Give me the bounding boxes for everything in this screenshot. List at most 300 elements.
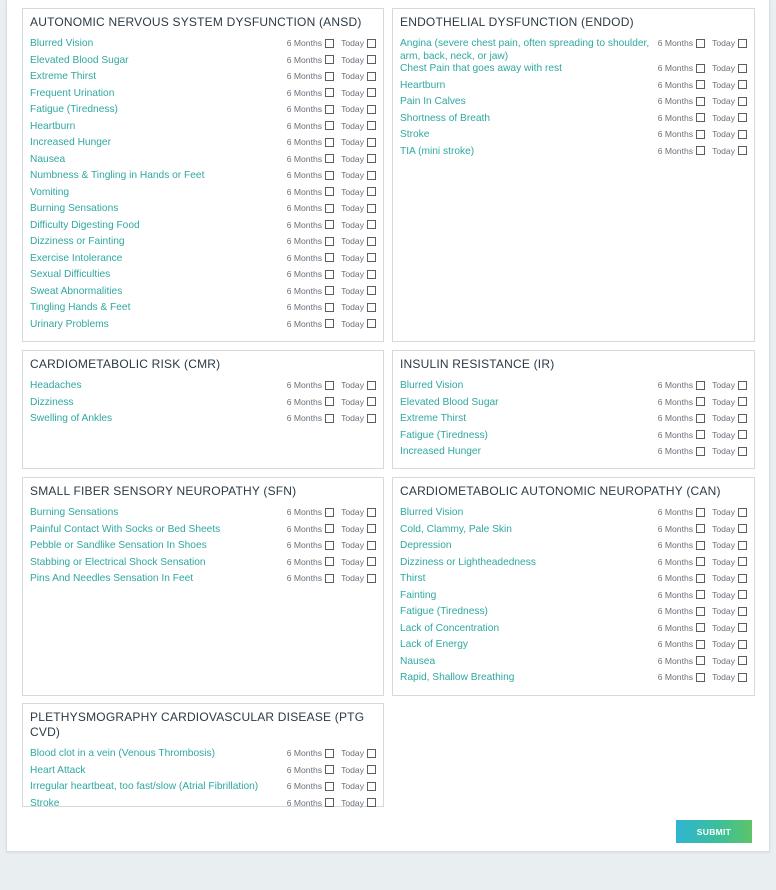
today-checkbox[interactable]: [738, 381, 747, 390]
today-option[interactable]: [341, 397, 376, 407]
section-title: CARDIOMETABOLIC AUTONOMIC NEUROPATHY (CAN): [400, 484, 721, 498]
six-months-checkbox[interactable]: [696, 414, 705, 423]
six-months-option[interactable]: [287, 253, 334, 263]
symptom-row: [30, 38, 376, 55]
six-months-checkbox[interactable]: [325, 253, 334, 262]
symptom-list: [30, 507, 376, 590]
six-months-option[interactable]: [287, 203, 334, 213]
today-option[interactable]: [712, 639, 747, 649]
today-option[interactable]: [712, 38, 747, 48]
today-checkbox[interactable]: [738, 607, 747, 616]
symptom-label: Dizziness or Lightheadedness: [400, 556, 536, 568]
today-option[interactable]: [712, 96, 747, 106]
today-option[interactable]: [712, 672, 747, 682]
six-months-option[interactable]: [658, 573, 705, 583]
six-months-option[interactable]: [658, 540, 705, 550]
six-months-option[interactable]: [287, 397, 334, 407]
six-months-option[interactable]: [658, 672, 705, 682]
six-months-checkbox[interactable]: [325, 72, 334, 81]
today-checkbox[interactable]: [367, 253, 376, 262]
today-option[interactable]: [712, 113, 747, 123]
today-checkbox[interactable]: [738, 590, 747, 599]
section-title: INSULIN RESISTANCE (IR): [400, 357, 555, 371]
today-option[interactable]: [341, 573, 376, 583]
today-label: Today: [341, 285, 364, 296]
six-months-checkbox[interactable]: [325, 798, 334, 807]
six-months-option[interactable]: [287, 524, 334, 534]
six-months-label: 6 Months: [286, 120, 323, 131]
six-months-checkbox[interactable]: [696, 430, 705, 439]
today-checkbox[interactable]: [367, 765, 376, 774]
six-months-checkbox[interactable]: [325, 154, 334, 163]
six-months-label: 6 Months: [286, 54, 323, 65]
six-months-option[interactable]: [658, 146, 705, 156]
today-checkbox[interactable]: [367, 105, 376, 114]
today-checkbox[interactable]: [367, 187, 376, 196]
today-option[interactable]: [341, 121, 376, 131]
six-months-checkbox[interactable]: [325, 557, 334, 566]
today-label: Today: [341, 302, 364, 312]
symptom-label: Burning Sensations: [30, 203, 119, 214]
today-option[interactable]: [341, 203, 376, 213]
six-months-checkbox[interactable]: [696, 397, 705, 406]
today-label: Today: [341, 54, 364, 65]
six-months-checkbox[interactable]: [325, 220, 334, 229]
six-months-option[interactable]: [287, 269, 334, 279]
six-months-checkbox[interactable]: [325, 782, 334, 791]
six-months-option[interactable]: [658, 380, 705, 390]
today-label: Today: [712, 446, 735, 456]
today-option[interactable]: [712, 129, 747, 139]
today-option[interactable]: [341, 269, 376, 279]
six-months-option[interactable]: [658, 413, 705, 423]
six-months-checkbox[interactable]: [325, 541, 334, 550]
today-checkbox[interactable]: [367, 524, 376, 533]
today-checkbox[interactable]: [367, 303, 376, 312]
six-months-checkbox[interactable]: [325, 508, 334, 517]
six-months-option[interactable]: [658, 80, 705, 90]
symptom-label: Thirst: [400, 573, 426, 584]
today-option[interactable]: [712, 397, 747, 407]
six-months-checkbox[interactable]: [696, 541, 705, 550]
six-months-checkbox[interactable]: [325, 524, 334, 533]
today-checkbox[interactable]: [738, 673, 747, 682]
six-months-label: 6 Months: [286, 104, 323, 114]
six-months-checkbox[interactable]: [696, 508, 705, 517]
today-checkbox[interactable]: [738, 397, 747, 406]
today-checkbox[interactable]: [367, 397, 376, 406]
six-months-checkbox[interactable]: [325, 88, 334, 97]
six-months-label: 6 Months: [286, 71, 323, 81]
today-checkbox[interactable]: [738, 640, 747, 649]
today-option[interactable]: [712, 507, 747, 517]
today-label: Today: [712, 573, 735, 583]
six-months-checkbox[interactable]: [696, 673, 705, 682]
today-checkbox[interactable]: [738, 656, 747, 665]
six-months-checkbox[interactable]: [325, 171, 334, 180]
symptom-label: Dizziness or Fainting: [30, 236, 125, 247]
symptom-row: [30, 154, 376, 171]
today-label: Today: [341, 781, 364, 791]
today-checkbox[interactable]: [738, 574, 747, 583]
today-checkbox[interactable]: [367, 798, 376, 807]
today-option[interactable]: [341, 137, 376, 147]
symptom-row: [30, 748, 376, 765]
six-months-checkbox[interactable]: [325, 397, 334, 406]
six-months-option[interactable]: [287, 88, 334, 98]
six-months-label: 6 Months: [657, 38, 694, 48]
today-checkbox[interactable]: [367, 381, 376, 390]
six-months-option[interactable]: [658, 623, 705, 633]
symptom-row: [30, 55, 376, 72]
symptom-form-page: [6, 0, 770, 852]
timeframe-options: [658, 557, 747, 567]
six-months-option[interactable]: [287, 748, 334, 758]
six-months-checkbox[interactable]: [325, 39, 334, 48]
six-months-checkbox[interactable]: [696, 623, 705, 632]
six-months-label: 6 Months: [286, 748, 323, 758]
six-months-option[interactable]: [287, 380, 334, 390]
today-checkbox[interactable]: [738, 130, 747, 139]
symptom-row: [30, 71, 376, 88]
today-label: Today: [341, 523, 364, 534]
today-checkbox[interactable]: [738, 39, 747, 48]
today-label: Today: [712, 63, 735, 73]
six-months-checkbox[interactable]: [696, 590, 705, 599]
six-months-option[interactable]: [658, 38, 705, 48]
symptom-label: Stroke: [30, 797, 60, 809]
today-option[interactable]: [341, 748, 376, 758]
today-checkbox[interactable]: [738, 623, 747, 632]
today-option[interactable]: [712, 557, 747, 567]
symptom-label: Elevated Blood Sugar: [30, 54, 129, 66]
timeframe-options: [287, 540, 376, 550]
today-option[interactable]: [341, 413, 376, 423]
today-checkbox[interactable]: [367, 72, 376, 81]
six-months-option[interactable]: [658, 397, 705, 407]
six-months-checkbox[interactable]: [325, 270, 334, 279]
today-option[interactable]: [712, 524, 747, 534]
symptom-row: [400, 590, 747, 607]
today-checkbox[interactable]: [738, 541, 747, 550]
today-option[interactable]: [712, 380, 747, 390]
six-months-option[interactable]: [287, 154, 334, 164]
symptom-label: Tingling Hands & Feet: [30, 302, 131, 313]
six-months-label: 6 Months: [657, 540, 694, 550]
today-checkbox[interactable]: [738, 508, 747, 517]
today-option[interactable]: [712, 80, 747, 90]
six-months-checkbox[interactable]: [696, 64, 705, 73]
six-months-option[interactable]: [287, 781, 334, 791]
today-option[interactable]: [712, 656, 747, 666]
six-months-option[interactable]: [658, 590, 705, 600]
six-months-option[interactable]: [658, 63, 705, 73]
six-months-checkbox[interactable]: [696, 97, 705, 106]
symptom-label: Depression: [400, 540, 452, 551]
today-option[interactable]: [712, 146, 747, 156]
six-months-option[interactable]: [287, 765, 334, 775]
six-months-checkbox[interactable]: [696, 80, 705, 89]
six-months-checkbox[interactable]: [325, 237, 334, 246]
six-months-checkbox[interactable]: [696, 130, 705, 139]
timeframe-options: [658, 113, 747, 123]
today-option[interactable]: [712, 573, 747, 583]
today-option[interactable]: [341, 286, 376, 296]
today-checkbox[interactable]: [367, 541, 376, 550]
six-months-option[interactable]: [287, 137, 334, 147]
six-months-checkbox[interactable]: [325, 381, 334, 390]
today-option[interactable]: [341, 557, 376, 567]
six-months-option[interactable]: [658, 557, 705, 567]
six-months-checkbox[interactable]: [696, 381, 705, 390]
today-option[interactable]: [341, 380, 376, 390]
today-checkbox[interactable]: [367, 237, 376, 246]
symptom-row: [400, 430, 747, 447]
symptom-row: [30, 88, 376, 105]
today-label: Today: [341, 38, 364, 48]
timeframe-options: [287, 380, 376, 390]
today-option[interactable]: [341, 88, 376, 98]
today-label: Today: [712, 96, 735, 106]
today-checkbox[interactable]: [738, 64, 747, 73]
six-months-option[interactable]: [287, 798, 334, 808]
six-months-checkbox[interactable]: [696, 113, 705, 122]
six-months-checkbox[interactable]: [696, 640, 705, 649]
six-months-checkbox[interactable]: [696, 557, 705, 566]
today-checkbox[interactable]: [367, 171, 376, 180]
timeframe-options: [287, 269, 376, 279]
six-months-label: 6 Months: [657, 413, 694, 423]
today-checkbox[interactable]: [367, 220, 376, 229]
today-checkbox[interactable]: [367, 414, 376, 423]
symptom-row: [400, 96, 747, 113]
today-option[interactable]: [341, 540, 376, 550]
today-checkbox[interactable]: [367, 270, 376, 279]
symptom-row: [30, 380, 376, 397]
symptom-row: [400, 446, 747, 463]
six-months-checkbox[interactable]: [325, 414, 334, 423]
today-checkbox[interactable]: [367, 55, 376, 64]
section-cmr: [22, 350, 384, 469]
six-months-label: 6 Months: [657, 507, 694, 517]
symptom-label: Nausea: [30, 153, 66, 165]
today-label: Today: [341, 170, 364, 180]
six-months-option[interactable]: [658, 129, 705, 139]
timeframe-options: [287, 397, 376, 407]
today-label: Today: [712, 38, 735, 48]
six-months-checkbox[interactable]: [325, 749, 334, 758]
six-months-option[interactable]: [287, 319, 334, 329]
six-months-checkbox[interactable]: [325, 187, 334, 196]
timeframe-options: [658, 129, 747, 139]
timeframe-options: [287, 781, 376, 791]
today-option[interactable]: [341, 319, 376, 329]
today-checkbox[interactable]: [367, 88, 376, 97]
six-months-option[interactable]: [287, 104, 334, 114]
today-option[interactable]: [341, 38, 376, 48]
symptom-row: [400, 38, 747, 63]
six-months-option[interactable]: [658, 639, 705, 649]
six-months-option[interactable]: [287, 187, 334, 197]
six-months-option[interactable]: [658, 524, 705, 534]
six-months-checkbox[interactable]: [325, 204, 334, 213]
six-months-option[interactable]: [287, 507, 334, 517]
today-option[interactable]: [712, 540, 747, 550]
six-months-option[interactable]: [658, 606, 705, 616]
today-checkbox[interactable]: [367, 508, 376, 517]
today-checkbox[interactable]: [738, 414, 747, 423]
six-months-option[interactable]: [287, 302, 334, 312]
six-months-label: 6 Months: [657, 606, 694, 616]
six-months-option[interactable]: [287, 71, 334, 81]
six-months-option[interactable]: [287, 121, 334, 131]
six-months-checkbox[interactable]: [325, 303, 334, 312]
six-months-checkbox[interactable]: [696, 146, 705, 155]
today-checkbox[interactable]: [738, 113, 747, 122]
today-option[interactable]: [341, 781, 376, 791]
six-months-option[interactable]: [287, 413, 334, 423]
six-months-checkbox[interactable]: [696, 524, 705, 533]
today-label: Today: [341, 318, 364, 329]
timeframe-options: [287, 55, 376, 65]
six-months-checkbox[interactable]: [325, 138, 334, 147]
today-checkbox[interactable]: [367, 154, 376, 163]
six-months-label: 6 Months: [657, 523, 694, 534]
timeframe-options: [658, 656, 747, 666]
today-option[interactable]: [341, 798, 376, 808]
symptom-label: Nausea: [400, 655, 436, 667]
today-checkbox[interactable]: [367, 782, 376, 791]
today-option[interactable]: [712, 63, 747, 73]
six-months-label: 6 Months: [286, 764, 323, 775]
today-checkbox[interactable]: [367, 286, 376, 295]
today-checkbox[interactable]: [738, 524, 747, 533]
today-checkbox[interactable]: [367, 39, 376, 48]
six-months-label: 6 Months: [286, 137, 323, 147]
six-months-label: 6 Months: [286, 236, 323, 246]
today-label: Today: [341, 71, 364, 81]
today-option[interactable]: [341, 765, 376, 775]
six-months-checkbox[interactable]: [325, 574, 334, 583]
symptom-label: Fatigue (Tiredness): [400, 606, 488, 617]
six-months-option[interactable]: [658, 656, 705, 666]
today-checkbox[interactable]: [738, 447, 747, 456]
today-checkbox[interactable]: [367, 574, 376, 583]
today-option[interactable]: [341, 104, 376, 114]
six-months-label: 6 Months: [286, 87, 323, 98]
six-months-option[interactable]: [658, 507, 705, 517]
today-option[interactable]: [341, 253, 376, 263]
six-months-option[interactable]: [658, 430, 705, 440]
six-months-checkbox[interactable]: [325, 319, 334, 328]
today-checkbox[interactable]: [367, 204, 376, 213]
six-months-option[interactable]: [287, 557, 334, 567]
symptom-label: Lack of Concentration: [400, 622, 500, 634]
submit-button[interactable]: SUBMIT: [676, 820, 752, 843]
today-option[interactable]: [341, 170, 376, 180]
six-months-checkbox[interactable]: [325, 765, 334, 774]
today-label: Today: [712, 112, 735, 123]
six-months-option[interactable]: [658, 446, 705, 456]
six-months-checkbox[interactable]: [696, 447, 705, 456]
today-option[interactable]: [341, 154, 376, 164]
six-months-option[interactable]: [287, 38, 334, 48]
six-months-checkbox[interactable]: [325, 55, 334, 64]
six-months-checkbox[interactable]: [325, 105, 334, 114]
six-months-checkbox[interactable]: [325, 121, 334, 130]
timeframe-options: [658, 639, 747, 649]
today-checkbox[interactable]: [367, 138, 376, 147]
today-option[interactable]: [712, 413, 747, 423]
symptom-label: Urinary Problems: [30, 318, 109, 330]
timeframe-options: [287, 104, 376, 114]
six-months-checkbox[interactable]: [325, 286, 334, 295]
today-option[interactable]: [341, 187, 376, 197]
symptom-label: Rapid, Shallow Breathing: [400, 672, 515, 683]
symptom-row: [400, 413, 747, 430]
timeframe-options: [658, 590, 747, 600]
six-months-option[interactable]: [658, 96, 705, 106]
six-months-checkbox[interactable]: [696, 656, 705, 665]
today-checkbox[interactable]: [738, 80, 747, 89]
six-months-option[interactable]: [287, 170, 334, 180]
six-months-option[interactable]: [287, 286, 334, 296]
six-months-option[interactable]: [287, 220, 334, 230]
six-months-checkbox[interactable]: [696, 607, 705, 616]
today-checkbox[interactable]: [367, 319, 376, 328]
six-months-option[interactable]: [287, 540, 334, 550]
timeframe-options: [287, 302, 376, 312]
six-months-option[interactable]: [658, 113, 705, 123]
today-option[interactable]: [341, 507, 376, 517]
today-option[interactable]: [341, 55, 376, 65]
six-months-label: 6 Months: [657, 655, 694, 666]
symptom-list: [400, 507, 747, 689]
today-label: Today: [712, 79, 735, 90]
today-option[interactable]: [712, 430, 747, 440]
today-checkbox[interactable]: [738, 557, 747, 566]
today-checkbox[interactable]: [738, 430, 747, 439]
today-checkbox[interactable]: [367, 557, 376, 566]
timeframe-options: [287, 71, 376, 81]
six-months-option[interactable]: [287, 236, 334, 246]
today-option[interactable]: [712, 623, 747, 633]
six-months-label: 6 Months: [657, 446, 694, 456]
six-months-option[interactable]: [287, 573, 334, 583]
six-months-label: 6 Months: [657, 96, 694, 106]
today-option[interactable]: [712, 606, 747, 616]
today-option[interactable]: [341, 302, 376, 312]
symptom-row: [30, 540, 376, 557]
today-option[interactable]: [712, 446, 747, 456]
today-checkbox[interactable]: [367, 121, 376, 130]
symptom-row: [400, 606, 747, 623]
timeframe-options: [287, 253, 376, 263]
six-months-checkbox[interactable]: [696, 574, 705, 583]
six-months-label: 6 Months: [657, 129, 694, 139]
six-months-checkbox[interactable]: [696, 39, 705, 48]
today-option[interactable]: [341, 71, 376, 81]
today-checkbox[interactable]: [738, 97, 747, 106]
today-checkbox[interactable]: [738, 146, 747, 155]
six-months-option[interactable]: [287, 55, 334, 65]
today-option[interactable]: [712, 590, 747, 600]
today-checkbox[interactable]: [367, 749, 376, 758]
today-option[interactable]: [341, 220, 376, 230]
today-option[interactable]: [341, 236, 376, 246]
six-months-label: 6 Months: [286, 507, 323, 517]
today-option[interactable]: [341, 524, 376, 534]
